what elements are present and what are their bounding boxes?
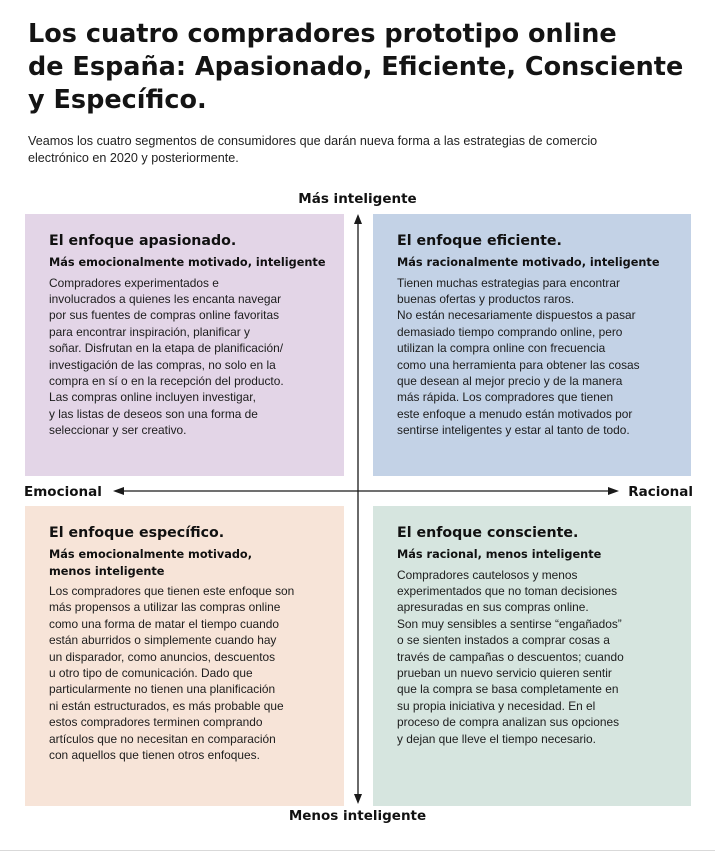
quadrant-subtitle: Más racional, menos inteligente xyxy=(397,548,602,561)
arrow-down-icon xyxy=(354,794,362,804)
quadrant-subtitle: Más emocionalmente motivado, menos inteligente xyxy=(49,548,252,578)
quadrant-title: El enfoque consciente. xyxy=(397,525,579,541)
arrow-left-icon xyxy=(113,487,124,495)
quadrant-title: El enfoque apasionado. xyxy=(49,233,237,249)
quadrant-body: Compradores cautelosos y menos experimentados que no toman decisiones apresuradas en sus compras online. Son muy sensibles a sentirse “engañados” o se sienten instados a comprar cosas a través de campañas o descuentos; cuando prueban un nuevo servicio quieren sentir que la compra se basa completamente en su propia iniciativa y necesidad. En el proceso de compra analizan sus opciones y dejan que lleve el tiempo necesario. xyxy=(397,567,624,746)
arrow-right-icon xyxy=(608,487,619,495)
quadrant-subtitle: Más racionalmente motivado, inteligente xyxy=(397,256,660,269)
bottom-divider xyxy=(0,850,715,851)
quadrant-title: El enfoque específico. xyxy=(49,525,225,541)
axis-label-left: Emocional xyxy=(24,484,102,500)
axis-label-top: Más inteligente xyxy=(298,191,417,207)
quadrant-body: Compradores experimentados e involucrados a quienes les encanta navegar por sus fuentes de compras online favoritas para encontrar inspiración, planificar y soñar. Disfrutan en la etapa de planificación/ investigación de las compras, no solo en la compra en sí o en la recepción del producto. Las compras online incluyen investigar, y las listas de deseos son una forma de seleccionar y ser creativo. xyxy=(49,275,284,438)
quadrant-title: El enfoque eficiente. xyxy=(397,233,562,249)
page-title: Los cuatro compradores prototipo online de España: Apasionado, Eficiente, Consciente y Específico. xyxy=(28,19,684,115)
quadrant-subtitle: Más emocionalmente motivado, inteligente xyxy=(49,256,326,269)
quadrant-body: Los compradores que tienen este enfoque son más propensos a utilizar las compras online como una forma de matar el tiempo cuando están aburridos o simplemente cuando hay un disparador, como anuncios, descuentos u otro tipo de comunicación. Dado que particularmente no tienen una planificación ni están estructurados, es más probable que estos compradores terminen comprando artículos que no necesitan en comparación con aquellos que tienen otros enfoques. xyxy=(49,584,295,763)
quadrant-body: Tienen muchas estrategias para encontrar buenas ofertas y productos raros. No están necesariamente dispuestos a pasar demasiado tiempo comprando online, pero utilizan la compra online con frecuencia como una herramienta para obtener las cosas que desean al mejor precio y de la manera más rápida. Los compradores que tienen este enfoque a menudo están motivados por sentirse inteligentes y estar al tanto de todo. xyxy=(397,275,640,438)
page-subtitle: Veamos los cuatro segmentos de consumidores que darán nueva forma a las estrategias de comercio electrónico en 2020 y posteriormente. xyxy=(28,134,598,165)
axis-label-bottom: Menos inteligente xyxy=(288,808,427,824)
arrow-up-icon xyxy=(354,214,362,224)
axis-label-right: Racional xyxy=(628,484,693,500)
